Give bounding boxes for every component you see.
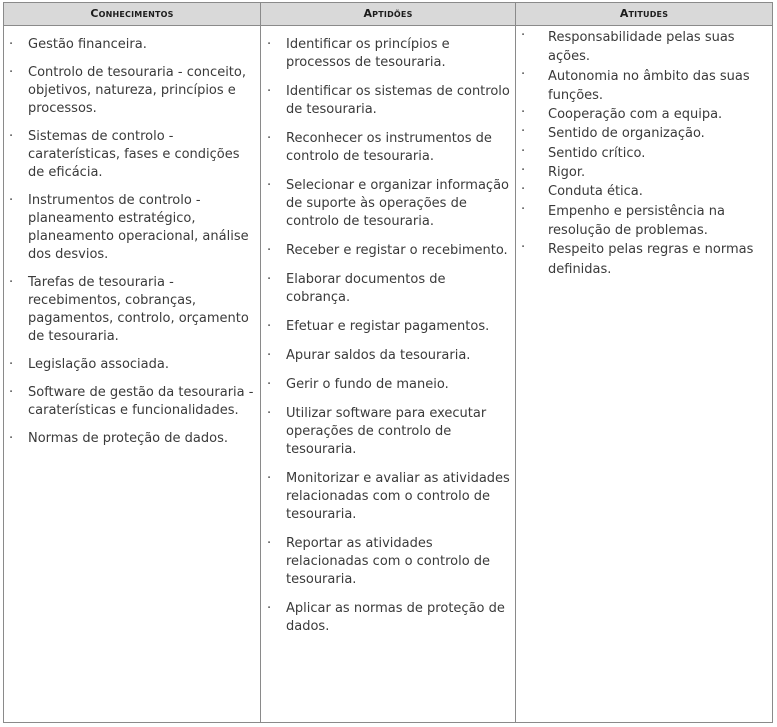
list-item [517,202,772,241]
list-item-text: Receber e registar o recebimento. [286,243,508,258]
list-item [517,163,772,182]
list-item-text: Gestão financeira. [28,37,147,52]
list-item [6,128,256,182]
bullet-icon: · [521,105,526,121]
list-item [517,105,772,124]
list-item-text: Responsabilidade pelas suas ações. [548,30,735,65]
list-item-text: Aplicar as normas de proteção de dados. [286,601,505,634]
list-item-text: Sentido de organização. [548,126,705,142]
bullet-icon: · [267,536,272,551]
list-item [262,83,512,119]
list-item-text: Efetuar e registar pagamentos. [286,319,490,334]
list-item [517,28,772,67]
list-item-text: Identificar os sistemas de controlo de tesouraria. [286,84,510,117]
list-item [6,356,256,374]
list-item [6,192,256,264]
list-item-text: Cooperação com a equipa. [548,107,723,123]
list-item [262,376,512,394]
header-aptidoes: Aptidões [363,7,413,20]
list-item [262,535,512,589]
list-item [517,144,772,163]
list-item-text: Reconhecer os instrumentos de controlo de tesouraria. [286,131,492,164]
list-item [517,240,772,279]
competencies-table [3,2,773,723]
list-item [262,318,512,336]
aptidoes-column [262,36,512,647]
list-item-text: Controlo de tesouraria - conceito, objetivos, natureza, princípios e processos. [28,65,246,116]
bullet-icon: · [267,178,272,193]
list-item [6,64,256,118]
bullet-icon: · [9,275,14,290]
header-conhecimentos: Conhecimentos [90,7,174,20]
bullet-icon: · [9,357,14,372]
bullet-icon: · [267,84,272,99]
list-item-text: Utilizar software para executar operações de controlo de tesouraria. [286,406,487,457]
bullet-icon: · [521,124,526,140]
bullet-icon: · [9,193,14,208]
list-item [262,177,512,231]
list-item-text: Elaborar documentos de cobrança. [286,272,446,305]
list-item-text: Instrumentos de controlo - planeamento estratégico, planeamento operacional, análise dos desvios. [28,193,249,262]
bullet-icon: · [521,163,526,179]
bullet-icon: · [9,385,14,400]
list-item-text: Autonomia no âmbito das suas funções. [548,68,750,103]
bullet-icon: · [267,348,272,363]
list-item [262,130,512,166]
bullet-icon: · [267,601,272,616]
list-item-text: Empenho e persistência na resolução de problemas. [548,203,725,238]
bullet-icon: · [267,319,272,334]
list-item-text: Sentido crítico. [548,145,646,161]
list-item-text: Identificar os princípios e processos de tesouraria. [286,37,450,70]
list-item [262,242,512,260]
bullet-icon: · [521,182,526,198]
atitudes-list [517,28,772,279]
list-item [517,182,772,201]
list-item-text: Selecionar e organizar informação de suporte às operações de controlo de tesouraria. [286,178,509,229]
bullet-icon: · [9,37,14,52]
list-item-text: Gerir o fundo de maneio. [286,377,449,392]
bullet-icon: · [267,272,272,287]
list-item-text: Sistemas de controlo - caraterísticas, fases e condições de eficácia. [28,129,240,180]
column-divider [515,3,516,722]
bullet-icon: · [267,377,272,392]
bullet-icon: · [521,143,526,159]
list-item [262,36,512,72]
list-item-text: Respeito pelas regras e normas definidas. [548,242,754,277]
bullet-icon: · [521,28,526,43]
bullet-icon: · [9,129,14,144]
bullet-icon: · [267,406,272,421]
header-atitudes: Atitudes [619,7,669,20]
conhecimentos-column [6,36,256,458]
list-item-text: Normas de proteção de dados. [28,431,228,446]
table-header [4,3,772,26]
list-item [517,124,772,143]
aptidoes-list [262,36,512,636]
list-item-text: Apurar saldos da tesouraria. [286,348,471,363]
list-item [262,347,512,365]
bullet-icon: · [9,431,14,446]
list-item-text: Software de gestão da tesouraria - caraterísticas e funcionalidades. [28,385,254,418]
list-item-text: Rigor. [548,165,586,181]
list-item [6,274,256,346]
list-item [517,67,772,106]
list-item [6,430,256,448]
bullet-icon: · [9,65,14,80]
list-item-text: Tarefas de tesouraria - recebimentos, cobranças, pagamentos, controlo, orçamento de tesouraria. [28,275,249,344]
list-item [262,600,512,636]
atitudes-column [517,28,772,279]
list-item-text: Conduta ética. [548,184,643,200]
bullet-icon: · [521,201,526,217]
list-item [262,405,512,459]
list-item-text: Monitorizar e avaliar as atividades relacionadas com o controlo de tesouraria. [286,471,510,522]
bullet-icon: · [267,131,272,146]
list-item-text: Legislação associada. [28,357,169,372]
list-item [6,384,256,420]
conhecimentos-list [6,36,256,448]
bullet-icon: · [267,471,272,486]
column-divider [260,3,261,722]
bullet-icon: · [267,37,272,52]
list-item [262,470,512,524]
list-item-text: Reportar as atividades relacionadas com o controlo de tesouraria. [286,536,491,587]
list-item [6,36,256,54]
bullet-icon: · [267,243,272,258]
bullet-icon: · [521,240,526,256]
list-item [262,271,512,307]
bullet-icon: · [521,66,526,82]
